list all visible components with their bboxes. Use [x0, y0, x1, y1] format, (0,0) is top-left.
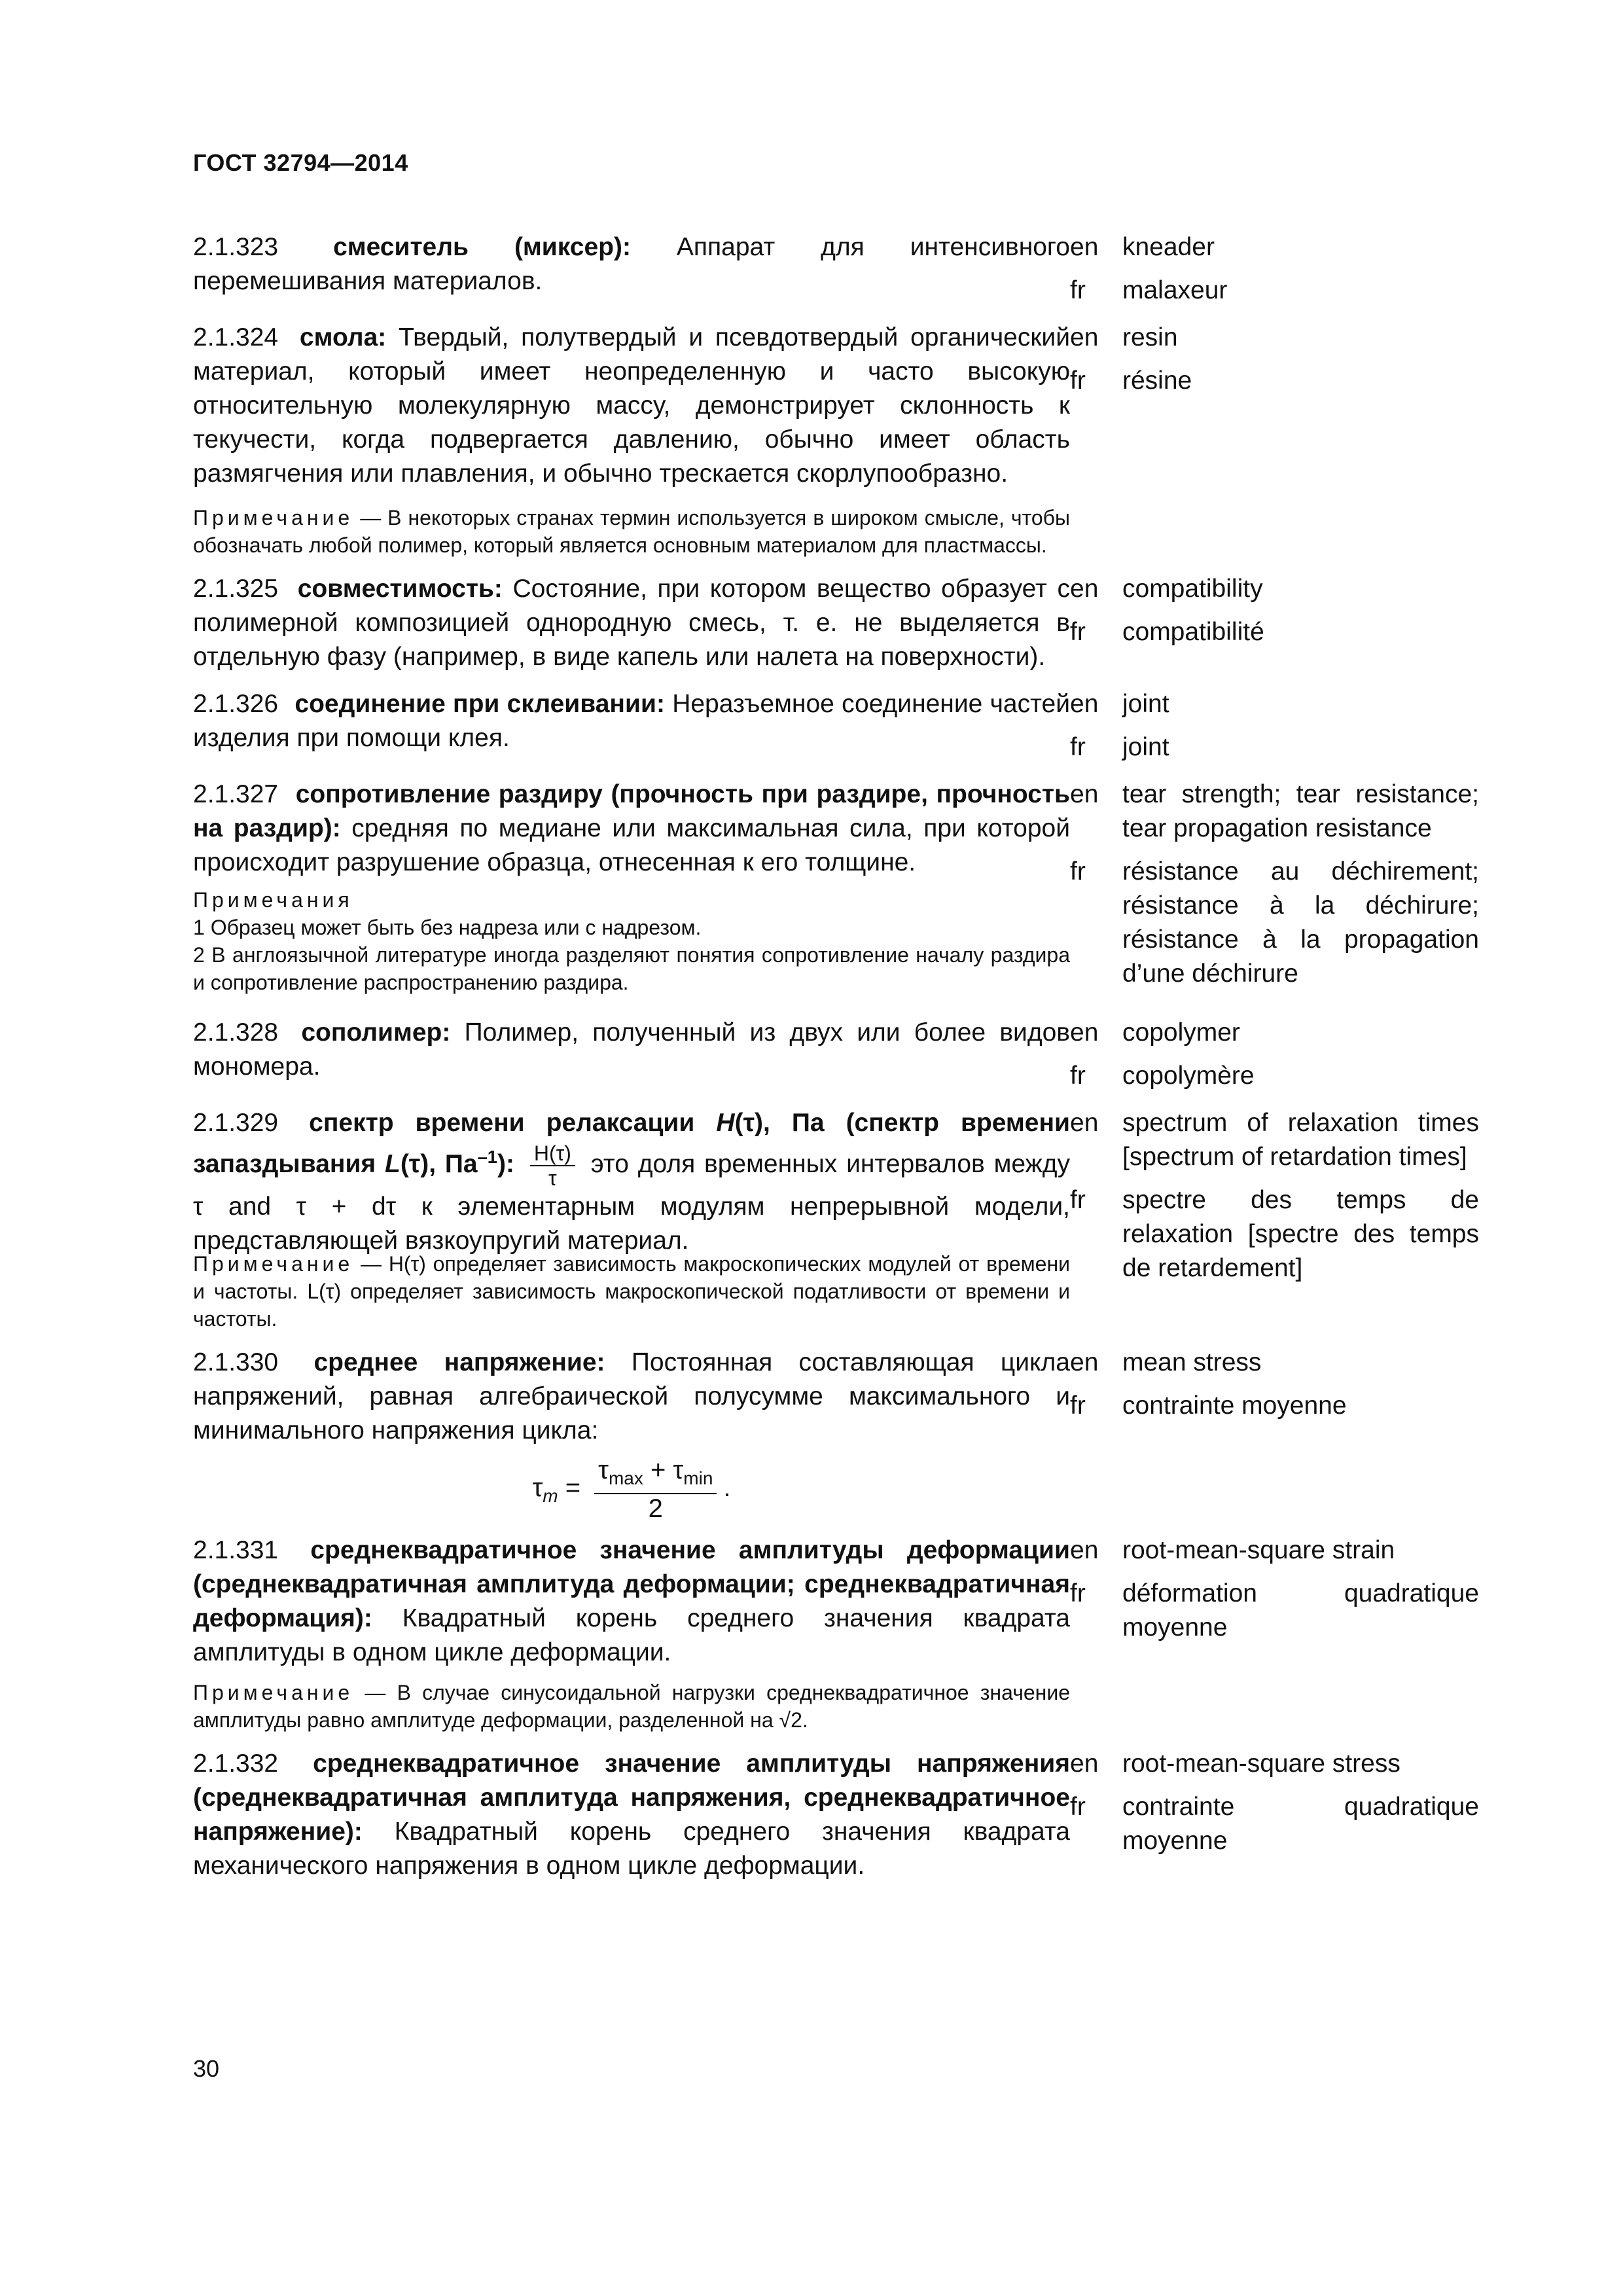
translations	[1070, 1346, 1515, 1448]
term-en: spectrum of relaxation times [spectrum of retardation times]	[1122, 1109, 1479, 1171]
term-en: resin	[1122, 323, 1178, 351]
definition-text: Квадратный корень среднего значения квадрата амплитуды в одном цикле деформации.	[193, 1604, 1070, 1666]
definition-text: средняя по медиане или максимальная сила, при которой происходит разрушение образца, отнесенная к его толщине.	[193, 814, 1070, 876]
note-label: Примечание	[193, 1681, 354, 1704]
translations	[1070, 778, 1515, 1009]
term-entry-326	[193, 687, 1515, 764]
lang-code-fr: fr	[1070, 1793, 1086, 1821]
translations	[1070, 1747, 1515, 1883]
note-label: Примечание	[193, 506, 354, 529]
note-1: 1 Образец может быть без надреза или с надрезом.	[193, 916, 702, 939]
formula-sub-min: min	[683, 1468, 713, 1488]
note-331	[193, 1679, 1070, 1734]
lang-code-fr: fr	[1070, 1391, 1086, 1420]
lang-code-fr: fr	[1070, 1579, 1086, 1607]
term-title: среднеквадратичное значение амплитуды напряжения (среднеквадратичная амплитуда напряжения, среднеквадратичное напряжение):	[193, 1749, 1070, 1846]
term-entry-330	[193, 1346, 1515, 1448]
term-number: 2.1.326	[193, 690, 279, 718]
term-title: соединение при склеивании:	[294, 690, 665, 718]
formula-numerator	[594, 1456, 717, 1494]
lang-code-fr: fr	[1070, 1062, 1086, 1090]
formula-tau: τ	[598, 1456, 609, 1484]
lang-code-en: en	[1070, 233, 1099, 261]
note-label: Примечание	[193, 1252, 354, 1276]
note-text: — В случае синусоидальной нагрузки среднеквадратичное значение амплитуды равно амплитуде деформации, разделенной на √2.	[193, 1681, 1071, 1732]
term-fr: déformation quadratique moyenne	[1122, 1579, 1479, 1641]
lang-code-en: en	[1070, 575, 1099, 603]
note-2: 2 В англоязычной литературе иногда разделяют понятия сопротивление началу раздира и сопротивление распространению раздира.	[193, 943, 1070, 994]
term-title: среднее напряжение:	[313, 1348, 605, 1376]
definition-text: Полимер, полученный из двух или более видов мономера.	[193, 1018, 1070, 1081]
notes-327	[193, 886, 1070, 996]
lang-code-en: en	[1070, 780, 1099, 808]
term-en: joint	[1122, 690, 1169, 718]
term-fr: contrainte quadratique moyenne	[1122, 1793, 1479, 1855]
lang-code-en: en	[1070, 1749, 1099, 1778]
term-title: сополимер:	[301, 1018, 451, 1047]
definition-block	[193, 778, 1070, 1009]
term-exponent: –1	[477, 1147, 497, 1167]
fraction-numerator: H(τ)	[530, 1141, 575, 1166]
definition	[193, 321, 1070, 491]
term-part: (τ), Па (спектр времени запаздывания	[193, 1109, 1071, 1178]
lang-code-en: en	[1070, 1109, 1099, 1137]
term-en: root-mean-square stress	[1122, 1749, 1400, 1778]
lang-code-en: en	[1070, 1536, 1099, 1564]
definition-text: Состояние, при котором вещество образует с полимерной композицией однородную смесь, т. е. не выделяется в отдельную фазу (например, в виде капель или налета на поверхности).	[193, 575, 1070, 671]
term-entry-331	[193, 1534, 1515, 1670]
term-number: 2.1.325	[193, 575, 279, 603]
term-fr: compatibilité	[1122, 618, 1264, 646]
formula-lhs-sub: m	[543, 1486, 558, 1507]
term-entry-323	[193, 230, 1515, 308]
term-fr: copolymère	[1122, 1062, 1255, 1090]
term-fr: spectre des temps de relaxation [spectre des temps de retardement]	[1122, 1186, 1479, 1282]
definition-text: Неразъемное соединение частей изделия при помощи клея.	[193, 690, 1070, 752]
term-symbol-l: L	[385, 1150, 401, 1178]
definition	[193, 230, 1070, 308]
term-en: root-mean-square strain	[1122, 1536, 1395, 1564]
term-fr: malaxeur	[1122, 276, 1228, 304]
formula-plus-tau: + τ	[651, 1456, 684, 1484]
definition-text: Аппарат для интенсивного перемешивания материалов.	[193, 233, 1070, 295]
translations	[1070, 687, 1515, 764]
definition	[193, 778, 1070, 880]
lang-code-en: en	[1070, 690, 1099, 718]
definition	[193, 1747, 1070, 1883]
term-number: 2.1.324	[193, 323, 279, 351]
term-fr: joint	[1122, 733, 1169, 761]
definition-text: Твердый, полутвердый и псевдотвердый органический материал, который имеет неопределенную и часто высокую относительную молекулярную массу, демонстрирует склонность к текучести, когда подвергается давлению, обычно имеет область размягчения или плавления, и обычно трескается скорлупообразно.	[193, 323, 1070, 488]
term-number: 2.1.331	[193, 1536, 279, 1564]
term-title: сопротивление раздиру (прочность при раздире, прочность на раздир):	[193, 780, 1070, 842]
lang-code-fr: fr	[1070, 618, 1086, 646]
lang-code-en: en	[1070, 1018, 1099, 1047]
definition	[193, 1016, 1070, 1093]
definition-text: Постоянная составляющая цикла напряжений, равная алгебраической полусумме максимального и минимального напряжения цикла:	[193, 1348, 1070, 1444]
term-title: смола:	[299, 323, 387, 351]
lang-code-fr: fr	[1070, 733, 1086, 761]
term-title: смеситель (миксер):	[333, 233, 631, 261]
term-part: спектр времени релаксации	[309, 1109, 695, 1137]
formula-sub-max: max	[608, 1468, 643, 1488]
term-en: copolymer	[1122, 1018, 1240, 1047]
term-en: tear strength; tear resistance; tear propagation resistance	[1122, 780, 1479, 842]
definition	[193, 687, 1070, 764]
translations	[1070, 1534, 1515, 1670]
term-part: (τ), Па	[400, 1150, 478, 1178]
note-329	[193, 1250, 1070, 1333]
translations	[1070, 1016, 1515, 1093]
note-324	[193, 504, 1070, 559]
lang-code-en: en	[1070, 1348, 1099, 1376]
term-entry-325	[193, 572, 1515, 674]
note-text: — В некоторых странах термин используется в широком смысле, чтобы обозначать любой полимер, который является основным материалом для пластмассы.	[193, 506, 1071, 557]
term-symbol-h: H	[716, 1109, 735, 1137]
ratio-fraction	[530, 1141, 575, 1190]
translations	[1070, 1106, 1515, 1285]
lang-code-fr: fr	[1070, 367, 1086, 395]
definition	[193, 1346, 1070, 1448]
formula-row	[193, 1456, 1070, 1523]
formula-lhs: τ	[532, 1473, 543, 1503]
mean-stress-formula: $\tau_m$ = $\frac{\tau_{max} + \tau_{min}}{2}$ .	[532, 1456, 731, 1523]
lang-code-en: en	[1070, 323, 1099, 351]
term-entry-324	[193, 321, 1515, 491]
term-fr: résine	[1122, 367, 1192, 395]
term-en: mean stress	[1122, 1348, 1262, 1376]
definition	[193, 572, 1070, 674]
term-fr: contrainte moyenne	[1122, 1391, 1347, 1420]
lang-code-fr: fr	[1070, 276, 1086, 304]
term-title: среднеквадратичное значение амплитуды деформации (среднеквадратичная амплитуда деформации; среднеквадратичная деформация):	[193, 1536, 1070, 1632]
fraction-denominator: τ	[548, 1166, 557, 1190]
page-number: 30	[193, 2055, 220, 2082]
term-entry-328	[193, 1016, 1515, 1093]
lang-code-fr: fr	[1070, 857, 1086, 886]
lang-code-fr: fr	[1070, 1186, 1086, 1214]
document-header: ГОСТ 32794—2014	[193, 149, 408, 176]
formula-fraction	[594, 1456, 717, 1523]
note-text: — H(τ) определяет зависимость макроскопических модулей от времени и частоты. L(τ) определяет зависимость макроскопической податливости от времени и частоты.	[193, 1252, 1070, 1331]
term-number: 2.1.328	[193, 1018, 279, 1047]
term-number: 2.1.329	[193, 1109, 279, 1137]
terms-list	[193, 230, 1515, 1896]
term-entry-327	[193, 778, 1515, 1009]
definition	[193, 1534, 1070, 1670]
translations	[1070, 321, 1515, 491]
term-title: совместимость:	[297, 575, 503, 603]
definition-text: это доля временных интервалов между τ and τ + dτ к элементарным модулям непрерывной модели, представляющей вязкоупругий материал.	[193, 1150, 1071, 1255]
term-number: 2.1.327	[193, 780, 279, 808]
term-part: ):	[497, 1150, 514, 1178]
formula-denominator: 2	[648, 1494, 663, 1523]
definition-text: Квадратный корень среднего значения квадрата механического напряжения в одном цикле деформации.	[193, 1818, 1070, 1880]
term-number: 2.1.323	[193, 233, 279, 261]
translations	[1070, 572, 1515, 674]
term-number: 2.1.332	[193, 1749, 279, 1778]
term-en: compatibility	[1122, 575, 1263, 603]
term-number: 2.1.330	[193, 1348, 279, 1376]
term-entry-332	[193, 1747, 1515, 1883]
term-fr: résistance au déchirement; résistance à la déchirure; résistance à la propagation d’une déchirure	[1122, 857, 1479, 988]
notes-label: Примечания	[193, 888, 353, 912]
translations	[1070, 230, 1515, 308]
term-en: kneader	[1122, 233, 1215, 261]
